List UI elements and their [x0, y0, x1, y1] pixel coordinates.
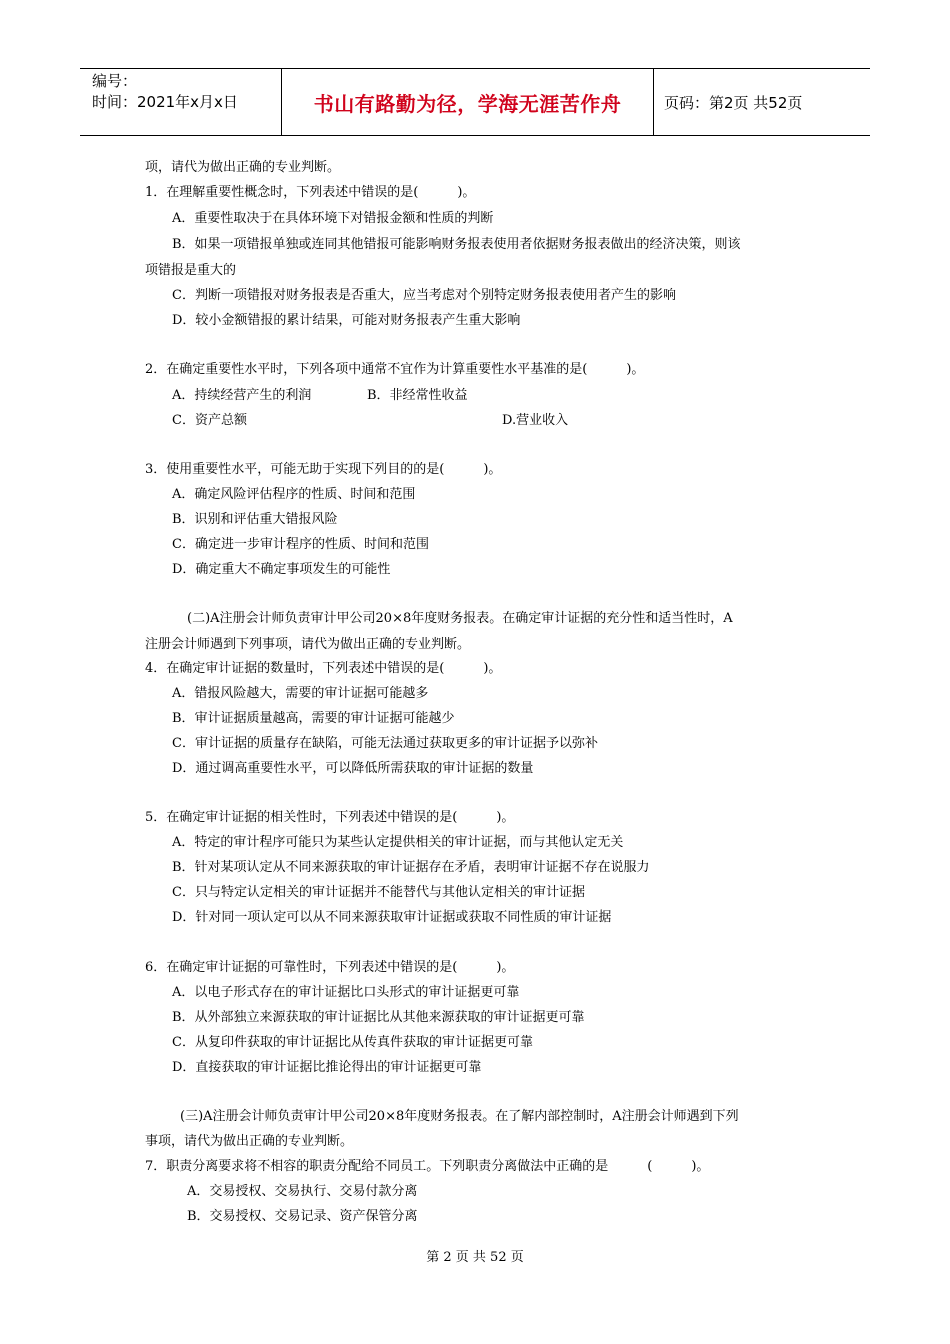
option-1d: D．较小金额错报的累计结果，可能对财务报表产生重大影响 [172, 313, 521, 328]
option-2c: C．资产总额 [172, 413, 247, 428]
option-5d: D．针对同一项认定可以从不同来源获取审计证据或获取不同性质的审计证据 [172, 910, 612, 925]
question-1: 1．在理解重要性概念时，下列表述中错误的是( )。 [145, 185, 476, 200]
document-date: 时间：2021年x月x日 [92, 93, 238, 111]
text-line: 项，请代为做出正确的专业判断。 [145, 160, 341, 175]
option-5c: C．只与特定认定相关的审计证据并不能替代与其他认定相关的审计证据 [172, 885, 585, 900]
option-1a: A．重要性取决于在具体环境下对错报金额和性质的判断 [172, 211, 494, 226]
header-motto: 书山有路勤为径，学海无涯苦作舟 [282, 69, 654, 135]
option-5a: A．特定的审计程序可能只为某些认定提供相关的审计证据，而与其他认定无关 [172, 835, 624, 850]
section-2-intro: (二)A注册会计师负责审计甲公司20×8年度财务报表。在确定审计证据的充分性和适当性时，A [187, 611, 733, 626]
question-3: 3．使用重要性水平，可能无助于实现下列目的的是( )。 [145, 462, 502, 477]
option-3c: C．确定进一步审计程序的性质、时间和范围 [172, 537, 429, 552]
section-2-intro-cont: 注册会计师遇到下列事项，请代为做出正确的专业判断。 [145, 637, 471, 652]
option-6a: A．以电子形式存在的审计证据比口头形式的审计证据更可靠 [172, 985, 520, 1000]
option-7b: B．交易授权、交易记录、资产保管分离 [187, 1209, 418, 1224]
header-meta [80, 69, 282, 135]
option-2b: B．非经常性收益 [367, 388, 468, 403]
page-footer: 第 2 页 共 52 页 [426, 1250, 524, 1265]
question-7: 7．职责分离要求将不相容的职责分配给不同员工。下列职责分离做法中正确的是 ( )。 [145, 1159, 710, 1174]
header-page-info: 页码：第2页 共52页 [664, 93, 803, 112]
option-3a: A．确定风险评估程序的性质、时间和范围 [172, 487, 416, 502]
page-header [80, 68, 870, 136]
question-6: 6．在确定审计证据的可靠性时，下列表述中错误的是( )。 [145, 960, 515, 975]
option-7a: A．交易授权、交易执行、交易付款分离 [187, 1184, 418, 1199]
option-4a: A．错报风险越大，需要的审计证据可能越多 [172, 686, 429, 701]
section-3-intro-cont: 事项，请代为做出正确的专业判断。 [145, 1134, 354, 1149]
option-4c: C．审计证据的质量存在缺陷，可能无法通过获取更多的审计证据予以弥补 [172, 736, 598, 751]
option-1b: B．如果一项错报单独或连同其他错报可能影响财务报表使用者依据财务报表做出的经济决策，则该 [172, 237, 741, 252]
option-4b: B．审计证据质量越高，需要的审计证据可能越少 [172, 711, 455, 726]
document-number-label: 编号： [92, 72, 138, 90]
option-2d: D.营业收入 [502, 413, 569, 428]
option-1b-cont: 项错报是重大的 [145, 263, 237, 278]
option-6d: D．直接获取的审计证据比推论得出的审计证据更可靠 [172, 1060, 482, 1075]
option-4d: D．通过调高重要性水平，可以降低所需获取的审计证据的数量 [172, 761, 534, 776]
question-5: 5．在确定审计证据的相关性时，下列表述中错误的是( )。 [145, 810, 515, 825]
option-3b: B．识别和评估重大错报风险 [172, 512, 338, 527]
question-2: 2．在确定重要性水平时，下列各项中通常不宜作为计算重要性水平基准的是( )。 [145, 362, 645, 377]
section-3-intro: (三)A注册会计师负责审计甲公司20×8年度财务报表。在了解内部控制时，A注册会计师遇到下列 [180, 1109, 739, 1124]
question-4: 4．在确定审计证据的数量时，下列表述中错误的是( )。 [145, 661, 502, 676]
option-6b: B．从外部独立来源获取的审计证据比从其他来源获取的审计证据更可靠 [172, 1010, 585, 1025]
option-1c: C．判断一项错报对财务报表是否重大，应当考虑对个别特定财务报表使用者产生的影响 [172, 288, 676, 303]
option-2a: A．持续经营产生的利润 [172, 388, 312, 403]
option-5b: B．针对某项认定从不同来源获取的审计证据存在矛盾，表明审计证据不存在说服力 [172, 860, 650, 875]
option-3d: D．确定重大不确定事项发生的可能性 [172, 562, 391, 577]
option-6c: C．从复印件获取的审计证据比从传真件获取的审计证据更可靠 [172, 1035, 533, 1050]
